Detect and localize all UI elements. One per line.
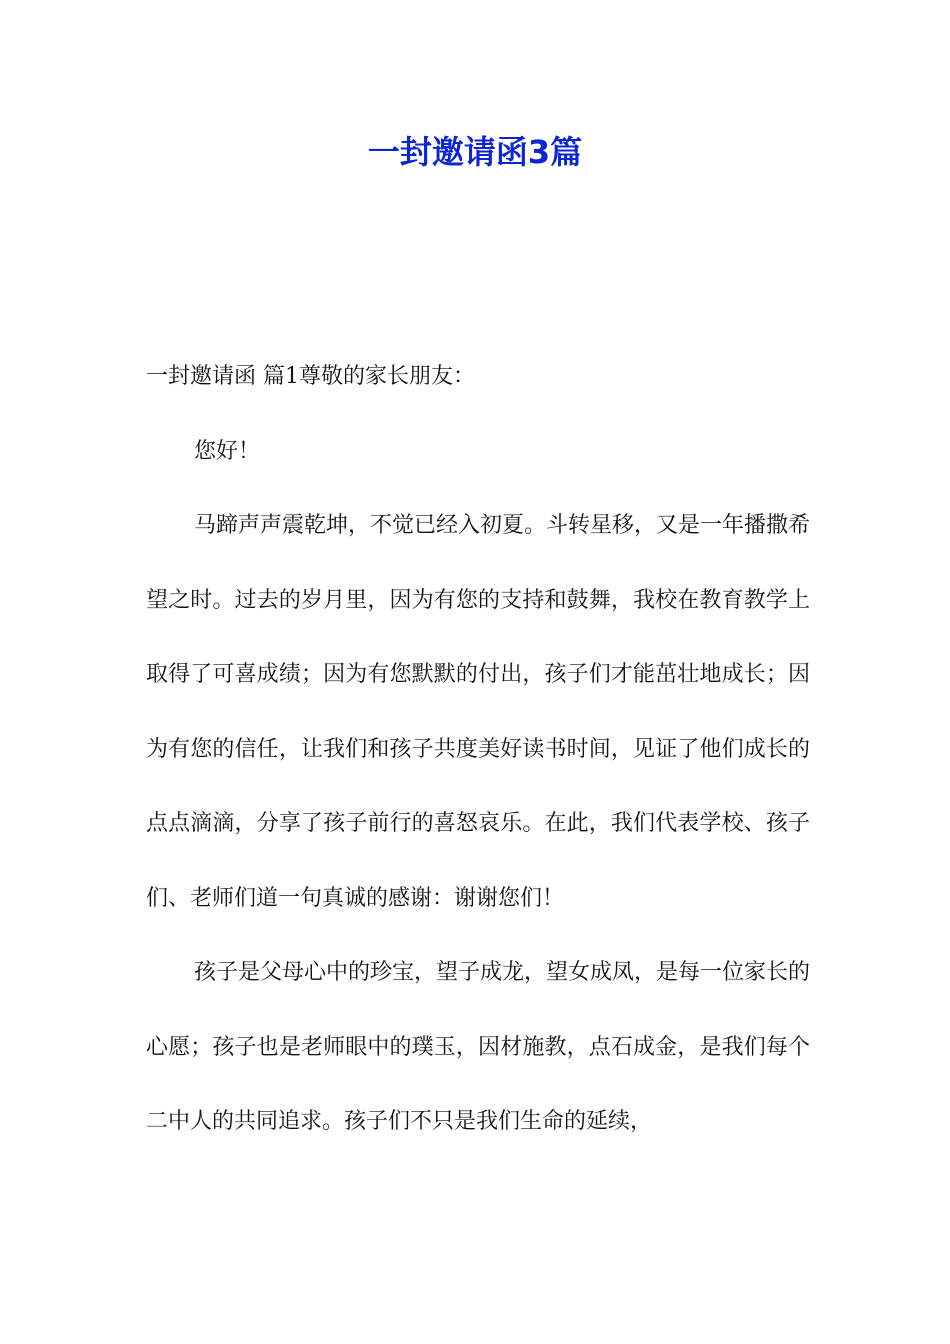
salutation-line: 一封邀请函 篇1尊敬的家长朋友： xyxy=(146,364,475,389)
body-paragraph-1: 马蹄声声震乾坤，不觉已经入初夏。斗转星移，又是一年播撒希望之时。过去的岁月里，因为有您的支持和鼓舞，我校在教育教学上取得了可喜成绩；因为有您默默的付出，孩子们才能茁壮地成长；因为有您的信任，让我们和孩子共度美好读书时间，见证了他们成长的点点滴滴，分享了孩子前行的喜怒哀乐。在此，我们代表学校、孩子们、老师们道一句真诚的感谢：谢谢您们！ xyxy=(146,513,811,911)
document-body xyxy=(146,340,810,1160)
greeting-paragraph: 您好！ xyxy=(194,438,261,464)
document-title: 一封邀请函3篇 xyxy=(367,133,583,171)
body-paragraph-2: 孩子是父母心中的珍宝，望子成龙，望女成凤，是每一位家长的心愿；孩子也是老师眼中的璞玉，因材施教，点石成金，是我们每个二中人的共同追求。孩子们不只是我们生命的延续， xyxy=(146,960,811,1134)
